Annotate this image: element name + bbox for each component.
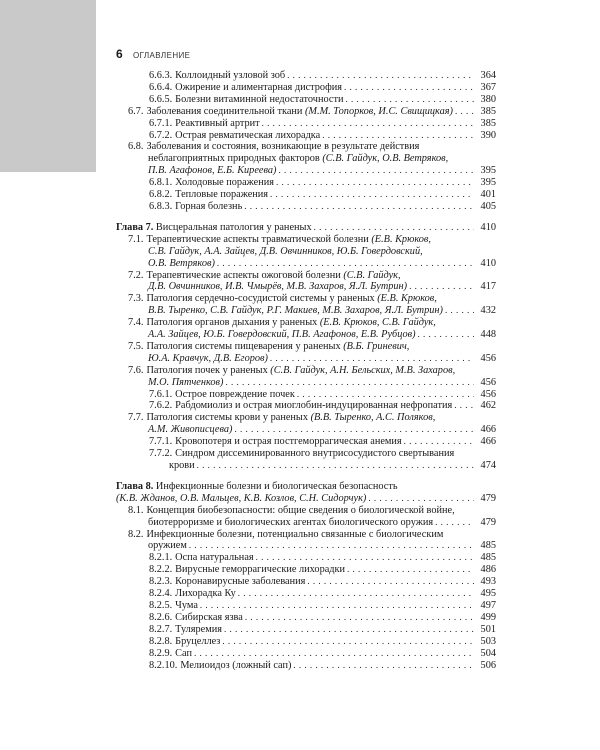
toc-entry[interactable]: 8.2.10. Мелиоидоз (ложный сап) . . . 506 (116, 660, 496, 672)
toc-entry[interactable]: 6.8.3. Горная болезнь . . . 405 (116, 201, 496, 213)
toc-entry[interactable]: 7.7. Патология системы крови у раненых (В.В. Тыренко, А.С. Поляков, А.М. Живописцева) . . . 466 (116, 412, 496, 436)
toc-entry[interactable]: 6.8.1. Холодовые поражения . . . 395 (116, 177, 496, 189)
toc-entry[interactable]: 8.2. Инфекционные болезни, потенциально связанные с биологическим оружием . . . 485 (116, 529, 496, 553)
toc-entry[interactable]: 7.7.1. Кровопотеря и острая постгеморрагическая анемия . . . 466 (116, 436, 496, 448)
toc-entry[interactable]: 7.5. Патология системы пищеварения у раненых (В.Б. Гриневич, Ю.А. Кравчук, Д.В. Егоров) . . . 456 (116, 341, 496, 365)
toc-entry[interactable]: 8.2.3. Коронавирусные заболевания . . . 493 (116, 576, 496, 588)
toc-entry[interactable]: 6.7. Заболевания соединительной ткани (М.М. Топорков, И.С. Свищицкая) . . . 385 (116, 106, 496, 118)
toc-entry[interactable]: 6.7.1. Реактивный артрит . . . 385 (116, 118, 496, 130)
running-head: ОГЛАВЛЕНИЕ (133, 51, 191, 60)
toc-chapter[interactable]: Глава 8. Инфекционные болезни и биологическая безопасность (К.В. Жданов, О.В. Мальцев, К.В. Козлов, С.Н. Сидорчук) . . . 479 (116, 481, 496, 505)
toc-entry[interactable]: 7.6. Патология почек у раненых (С.В. Гайдук, А.Н. Бельских, М.В. Захаров, М.О. Пятченков) . . . 456 (116, 365, 496, 389)
toc-entry[interactable]: 8.2.8. Бруцеллез . . . 503 (116, 636, 496, 648)
toc-entry[interactable]: 6.6.4. Ожирение и алиментарная дистрофия . . . 367 (116, 82, 496, 94)
toc-entry[interactable]: 8.2.6. Сибирская язва . . . 499 (116, 612, 496, 624)
toc-entry[interactable]: 7.2. Терапевтические аспекты ожоговой болезни (С.В. Гайдук, Д.В. Овчинников, И.В. Чмырёв, М.В. Захаров, Я.Л. Бутрин) . . . 417 (116, 270, 496, 294)
toc-entry[interactable]: 7.6.1. Острое повреждение почек . . . 456 (116, 389, 496, 401)
toc-entry[interactable]: 8.2.2. Вирусные геморрагические лихорадки . . . 486 (116, 564, 496, 576)
toc-entry[interactable]: 8.1. Концепция биобезопасности: общие сведения о биологической войне, биотерроризме и биологических агентах биологического оружия . . . 479 (116, 505, 496, 529)
page-number: 6 (116, 47, 123, 61)
toc-entry[interactable]: 7.7.2. Синдром диссеминированного внутрисосудистого свертывания крови . . . 474 (116, 448, 496, 472)
table-of-contents (116, 70, 496, 671)
toc-entry[interactable]: 8.2.5. Чума . . . 497 (116, 600, 496, 612)
toc-entry[interactable]: 8.2.9. Сап . . . 504 (116, 648, 496, 660)
toc-entry[interactable]: 7.1. Терапевтические аспекты травматической болезни (Е.В. Крюков, С.В. Гайдук, А.А. Зайцев, Д.В. Овчинников, Ю.Б. Говердовский, О.В. Ветряков) . . . 410 (116, 234, 496, 270)
toc-entry[interactable]: 7.6.2. Рабдомиолиз и острая миоглобин-индуцированная нефропатия . . . 462 (116, 400, 496, 412)
toc-entry[interactable]: 6.8. Заболевания и состояния, возникающие в результате действия неблагоприятных природных факторов (С.В. Гайдук, О.В. Ветряков, П.В. Агафонов, Е.Б. Киреева) . . . 395 (116, 141, 496, 177)
toc-entry[interactable]: 8.2.7. Туляремия . . . 501 (116, 624, 496, 636)
toc-entry[interactable]: 8.2.4. Лихорадка Ку . . . 495 (116, 588, 496, 600)
toc-entry[interactable]: 6.6.5. Болезни витаминной недостаточности . . . 380 (116, 94, 496, 106)
toc-entry[interactable]: 6.8.2. Тепловые поражения . . . 401 (116, 189, 496, 201)
toc-entry[interactable]: 7.3. Патология сердечно-сосудистой системы у раненых (Е.В. Крюков, В.В. Тыренко, С.В. Гайдук, Р.Г. Макиев, М.В. Захаров, Я.Л. Бутрин) . . . 432 (116, 293, 496, 317)
toc-entry[interactable]: 7.4. Патология органов дыхания у раненых (Е.В. Крюков, С.В. Гайдук, А.А. Зайцев, Ю.Б. Говердовский, П.В. Агафонов, Е.В. Рубцов) . . . 448 (116, 317, 496, 341)
toc-chapter[interactable]: Глава 7. Висцеральная патология у раненых . . . 410 (116, 222, 496, 234)
toc-entry[interactable]: 8.2.1. Оспа натуральная . . . 485 (116, 552, 496, 564)
gray-side-tab (0, 0, 96, 172)
toc-entry[interactable]: 6.6.3. Коллоидный узловой зоб . . . 364 (116, 70, 496, 82)
toc-entry[interactable]: 6.7.2. Острая ревматическая лихорадка . . . 390 (116, 130, 496, 142)
